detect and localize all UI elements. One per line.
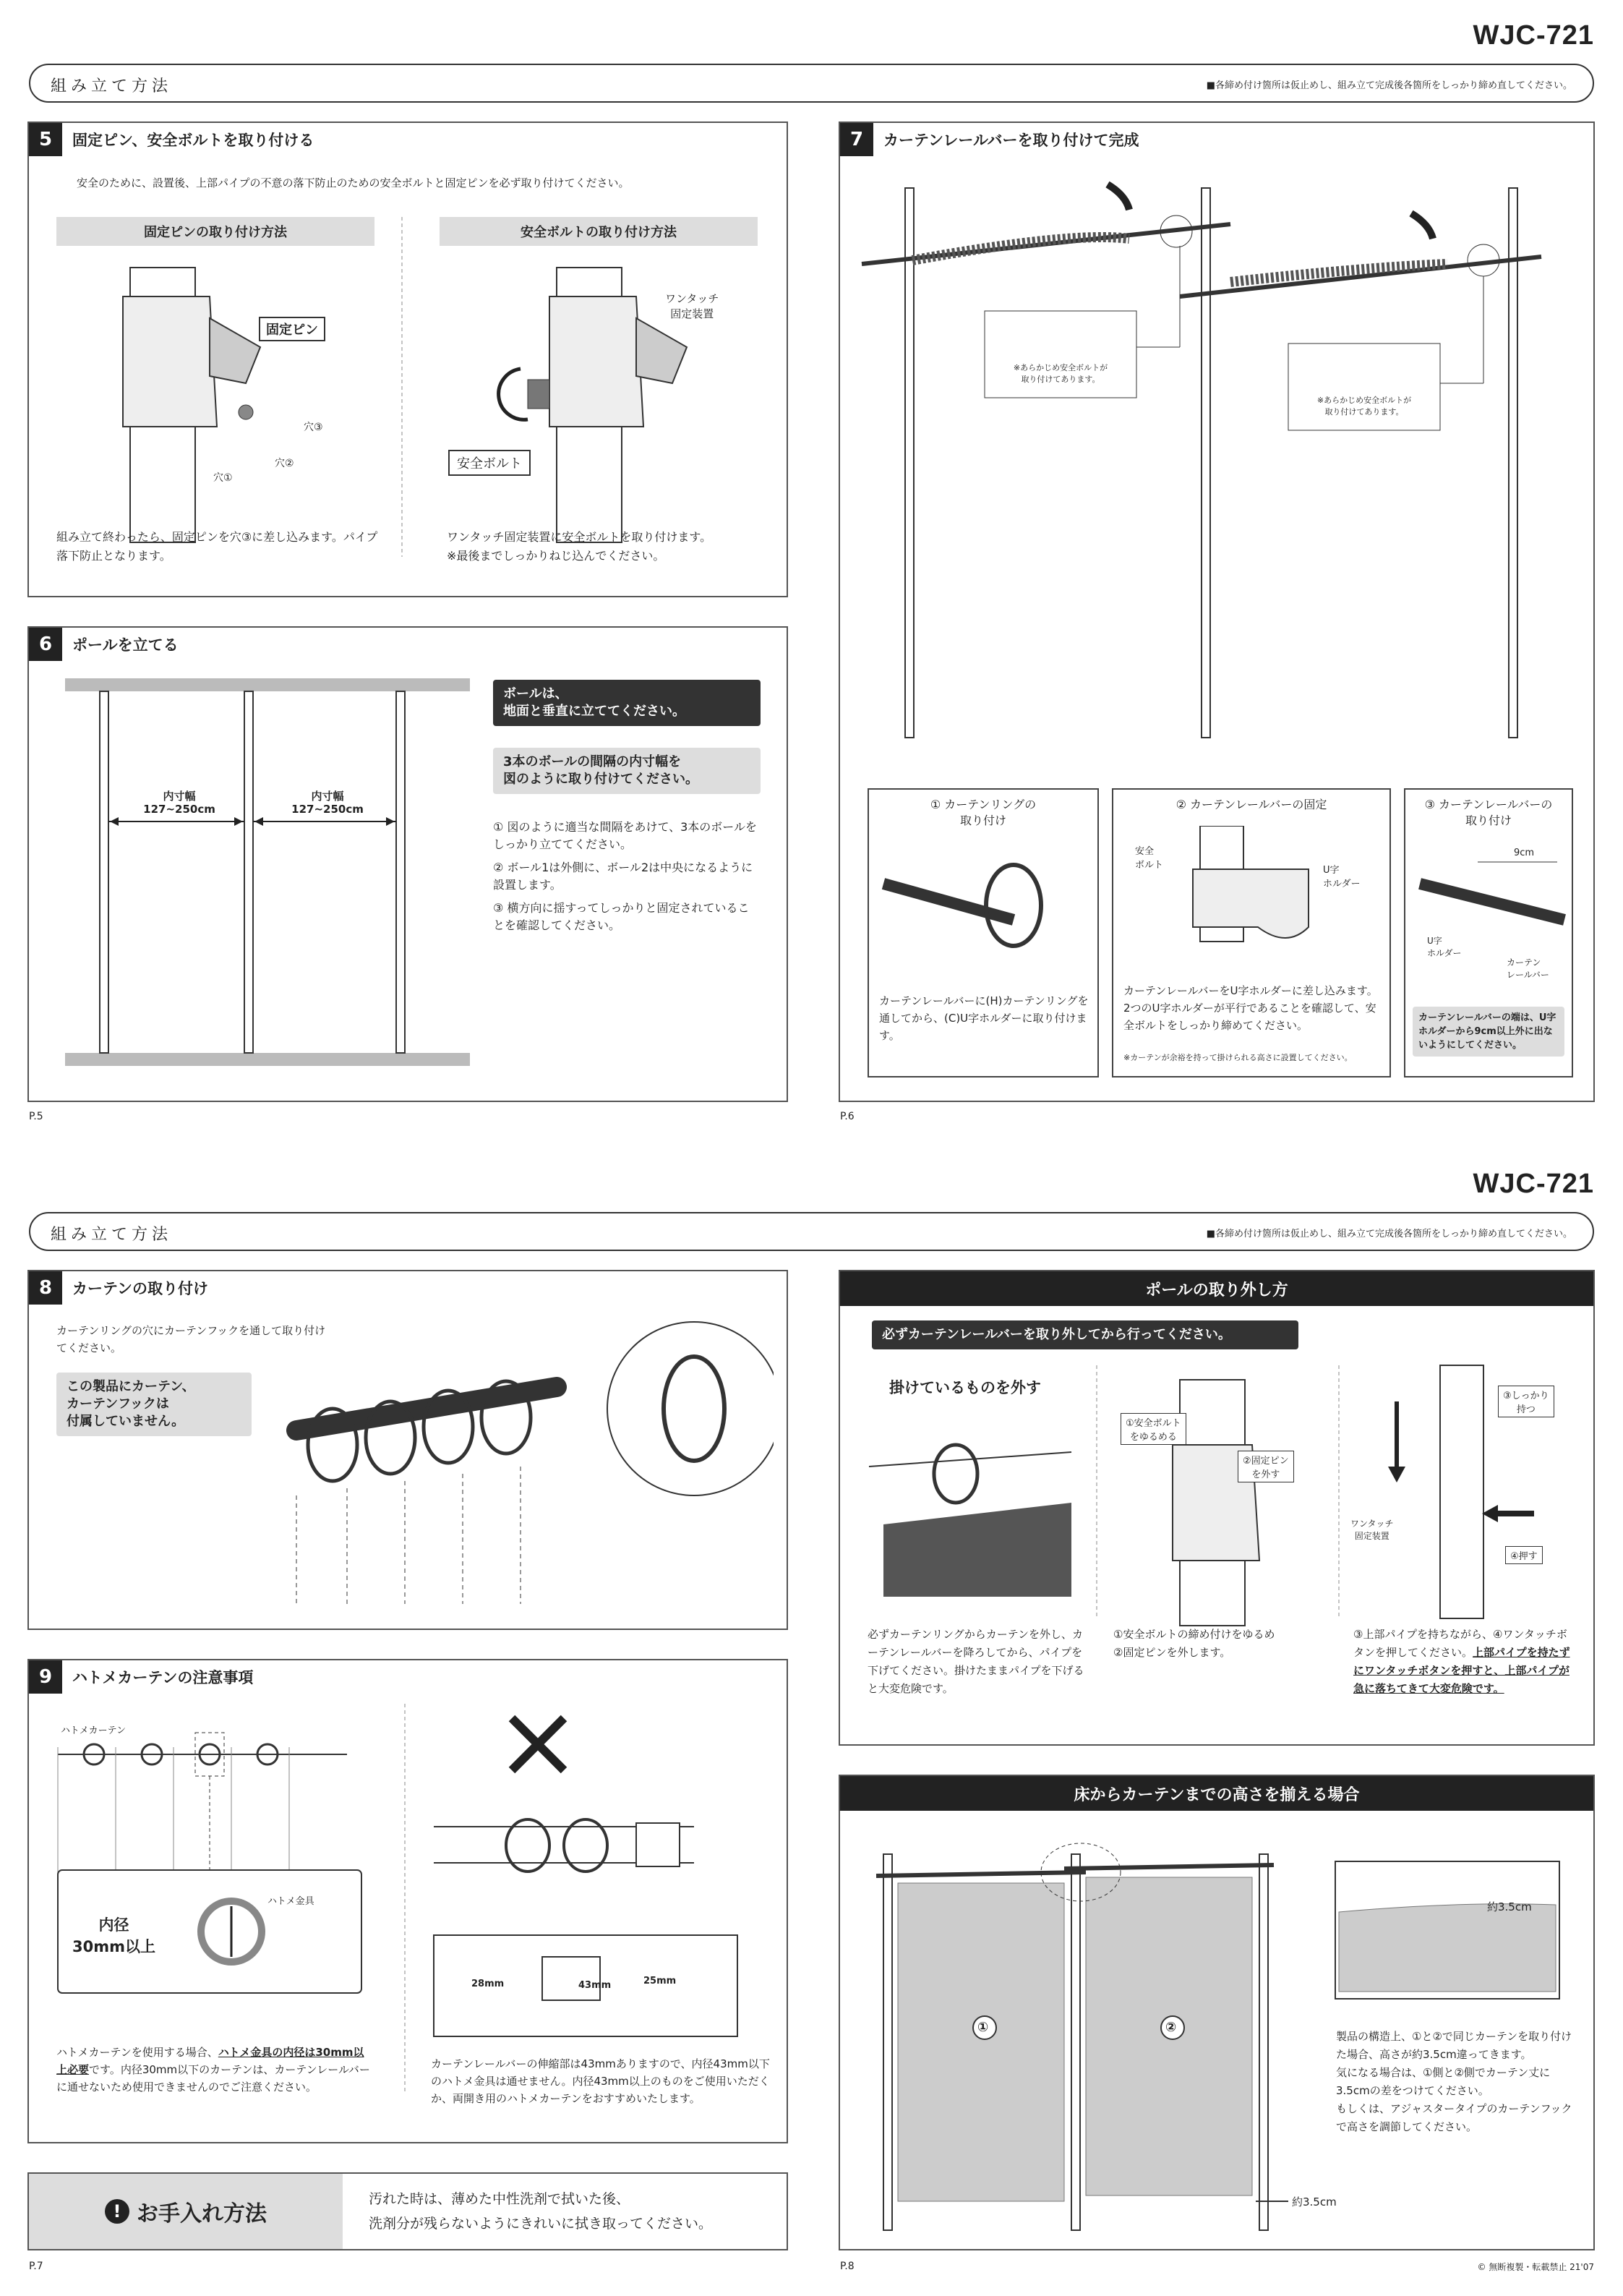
- section-title: ポールの取り外し方: [840, 1271, 1593, 1306]
- sub-small-note: ※カーテンが余裕を持って掛けられる高さに設置してください。: [1123, 1053, 1353, 1062]
- column-text: 必ずカーテンリングからカーテンを外し、カーテンレールバーを降ろしてから、パイプを下げてください。掛けたままパイプを下げると大変危険です。: [868, 1628, 1084, 1695]
- column-heading: 掛けているものを外す: [889, 1379, 1041, 1396]
- dim-25mm: 25mm: [643, 1976, 677, 1986]
- dim-43mm: 43mm: [578, 1980, 612, 1991]
- care-title: ! お手入れ方法: [29, 2174, 343, 2249]
- grommet-fitting-label: ハトメ金具: [267, 1896, 314, 1907]
- bolt-method-bar: 安全ボルトの取り付け方法: [440, 217, 758, 246]
- section-title: ポールを立てる: [72, 636, 179, 654]
- section-number: 6: [29, 628, 62, 661]
- bolt-callout: 安全 ボルト: [1135, 846, 1164, 871]
- dim-28mm: 28mm: [471, 1979, 505, 1989]
- hole3-label: 穴③: [304, 422, 323, 433]
- sub-rail-fix: [1112, 788, 1391, 1077]
- pin-label: 固定ピン: [259, 317, 325, 341]
- section-6: [27, 626, 788, 1102]
- uholder-callout: U字 ホルダー: [1427, 936, 1462, 958]
- sub-title: ① カーテンリングの 取り付け: [930, 798, 1037, 827]
- page-number: P.5: [29, 1111, 43, 1122]
- inner-width-label-2: 内寸幅: [311, 790, 344, 803]
- rail-assembly-diagram: [840, 123, 1592, 774]
- bolt-text: ワンタッチ固定装置に安全ボルトを取り付けます。 ※最後までしっかりねじ込んでください。: [447, 530, 712, 563]
- danger-warning: 上部パイプを持たずにワンタッチボタンを押すと、上部パイプが急に落ちてきて大変危険です。: [1353, 1646, 1570, 1695]
- section-number: 8: [29, 1271, 62, 1305]
- ring-illustration: [869, 833, 1097, 978]
- pin-text: 組み立て終わったら、固定ピンを穴③に差し込みます。パイプ落下防止となります。: [56, 530, 378, 563]
- inner-diameter-label: 内径 30mm以上: [72, 1916, 155, 1955]
- care-box: [27, 2172, 788, 2250]
- section-number: 7: [840, 123, 873, 156]
- section-intro: 安全のために、設置後、上部パイプの不意の落下防止のための安全ボルトと固定ピンを必ず取り付けてください。: [77, 176, 630, 189]
- sub-text: カーテンレールバーに(H)カーテンリングを通してから、(C)U字ホルダーに取り付けます。: [879, 994, 1089, 1042]
- column-text: ①安全ボルトの締め付けをゆるめ ②固定ピンを外します。: [1113, 1628, 1275, 1659]
- header-note: ■各締め付け箇所は仮止めし、組み立て完成後各箇所をしっかり締め直してください。: [1206, 80, 1572, 91]
- curtain-marker-1: ①: [977, 2020, 989, 2035]
- section-title: ハトメカーテンの注意事項: [72, 1669, 254, 1686]
- section-title: カーテンの取り付け: [72, 1280, 208, 1297]
- inner-width-value-1: 127~250cm: [143, 803, 215, 816]
- onetouch-label: ワンタッチ 固定装置: [1350, 1519, 1394, 1541]
- model-number: WJC-721: [1473, 20, 1594, 51]
- remove-pin-label: ②固定ピン を外す: [1238, 1451, 1294, 1482]
- callout-note-1: ※あらかじめ安全ボルトが 取り付けてあります。: [1013, 363, 1108, 384]
- height-text: 製品の構造上、①と②で同じカーテンを取り付けた場合、高さが約3.5cm違ってきます。 気になる場合は、①側と②側でカーテン丈に3.5cmの差をつけてください。 もしくは、アジャスタータイプのカーテンフックで高さを調節してください。: [1336, 2030, 1572, 2133]
- section-7: [839, 121, 1595, 1102]
- section-5: [27, 121, 788, 597]
- rail-callout: カーテン レールバー: [1507, 957, 1549, 980]
- pin-bolt-illustration: [29, 123, 788, 593]
- section-number: 5: [29, 123, 62, 156]
- inner-width-value-2: 127~250cm: [291, 803, 364, 816]
- removal-illustrations: [840, 1358, 1592, 1647]
- sub-text: カーテンレールバーをU字ホルダーに差し込みます。2つのU字ホルダーが平行であることを確認して、安全ボルトをしっかり締めてください。: [1123, 984, 1378, 1032]
- onetouch-label: ワンタッチ 固定装置: [665, 292, 719, 320]
- height-align-section: [839, 1775, 1595, 2250]
- header-bar: [29, 64, 1594, 103]
- uholder-callout: U字 ホルダー: [1323, 865, 1361, 889]
- column-text: ③上部パイプを持ちながら、④ワンタッチボタンを押してください。上部パイプを持たずにワンタッチボタンを押すと、上部パイプが急に落ちてきて大変危険です。: [1353, 1628, 1570, 1695]
- page-number: P.8: [840, 2261, 855, 2272]
- hold-label: ③しっかり 持つ: [1498, 1386, 1554, 1417]
- header-title: 組み立て方法: [51, 1226, 173, 1244]
- header-title: 組み立て方法: [51, 77, 173, 95]
- sub-ring-attach: [868, 788, 1099, 1077]
- callout-note-2: ※あらかじめ安全ボルトが 取り付けてあります。: [1316, 396, 1412, 417]
- loosen-bolt-label: ①安全ボルト をゆるめる: [1121, 1413, 1186, 1445]
- grommet-text-left: ハトメカーテンを使用する場合、ハトメ金具の内径は30mm以上必要です。内径30mm以下のカーテンは、カーテンレールバーに通せないため使用できませんのでご注意ください。: [56, 2046, 370, 2094]
- step-marker: ③: [493, 901, 504, 915]
- spacing-note: 3本のボールの間隔の内寸幅を 図のように取り付けてください。: [493, 748, 761, 794]
- push-label: ④押す: [1505, 1546, 1543, 1564]
- grommet-warning: ハトメ金具の内径は30mm以上必要: [56, 2046, 364, 2076]
- curtain-marker-2: ②: [1165, 2020, 1177, 2035]
- copyright: © 無断複製・転載禁止 21'07: [1477, 2262, 1594, 2272]
- step-marker: ①: [493, 820, 504, 834]
- section-8: [27, 1270, 788, 1630]
- curtain-ring-illustration: [267, 1300, 774, 1618]
- rail-end-note: カーテンレールバーの端は、U字ホルダーから9cm以上外に出ないようにしてください。: [1413, 1007, 1564, 1057]
- section-title: 固定ピン、安全ボルトを取り付ける: [72, 132, 314, 149]
- section-number: 9: [29, 1660, 62, 1694]
- vertical-warning: ボールは、 地面と垂直に立ててください。: [493, 680, 761, 726]
- offset-label-top: 約3.5cm: [1487, 1900, 1532, 1913]
- page-number: P.7: [29, 2261, 43, 2272]
- sub-rail-attach: [1404, 788, 1573, 1077]
- offset-label-bottom: 約3.5cm: [1292, 2195, 1337, 2208]
- grommet-text-right: カーテンレールバーの伸縮部は43mmありますので、内径43mm以下のハトメ金具は通せません。内径43mm以上のものをご使用いただくか、両開き用のハトメカーテンをおすすめいたします。: [431, 2057, 770, 2105]
- bolt-label: 安全ボルト: [448, 450, 531, 476]
- model-number: WJC-721: [1473, 1169, 1594, 1199]
- alert-icon: !: [105, 2199, 129, 2224]
- section-9: [27, 1659, 788, 2143]
- grommet-curtain-label: ハトメカーテン: [61, 1725, 126, 1736]
- section-title: 床からカーテンまでの高さを揃える場合: [840, 1776, 1593, 1811]
- pole-removal-section: [839, 1270, 1595, 1746]
- pin-method-bar: 固定ピンの取り付け方法: [56, 217, 374, 246]
- sub-title: ② カーテンレールバーの固定: [1176, 798, 1327, 811]
- section-text: カーテンリングの穴にカーテンフックを通して取り付けてください。: [56, 1324, 326, 1354]
- step-item: ① 図のように適当な間隔をあけて、3本のボールをしっかり立ててください。: [493, 820, 757, 851]
- step-item: ② ボール1は外側に、ボール2は中央になるように設置します。: [493, 861, 753, 892]
- step-item: ③ 横方向に揺すってしっかりと固定されていることを確認してください。: [493, 901, 750, 932]
- care-text: 汚れた時は、薄めた中性洗剤で拭いた後、 洗剤分が残らないようにきれいに拭き取ってください。: [369, 2191, 713, 2232]
- sub-title: ③ カーテンレールバーの 取り付け: [1424, 798, 1553, 827]
- distance-9cm: 9cm: [1514, 848, 1535, 858]
- hole2-label: 穴②: [275, 458, 294, 469]
- page-number: P.6: [840, 1111, 855, 1122]
- section-title: カーテンレールバーを取り付けて完成: [883, 132, 1139, 149]
- header-bar: [29, 1212, 1594, 1251]
- removal-warning: 必ずカーテンレールバーを取り外してから行ってください。: [872, 1320, 1298, 1349]
- step-list: [493, 819, 761, 934]
- not-included-note: この製品にカーテン、 カーテンフックは 付属していません。: [56, 1373, 252, 1436]
- hole1-label: 穴①: [213, 472, 233, 484]
- header-note: ■各締め付け箇所は仮止めし、組み立て完成後各箇所をしっかり締め直してください。: [1206, 1229, 1572, 1239]
- inner-width-label-1: 内寸幅: [163, 790, 196, 803]
- step-marker: ②: [493, 861, 504, 874]
